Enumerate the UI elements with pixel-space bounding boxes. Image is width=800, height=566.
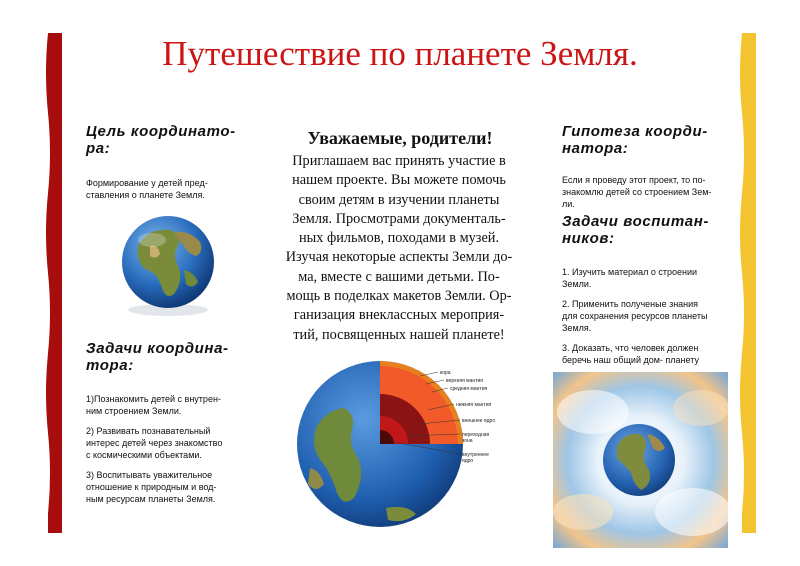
list-item: 3) Воспитывать уважительное отношение к природным и вод- ным ресурсам планеты Земля. — [86, 470, 217, 504]
layer-label: переходная зона — [462, 432, 490, 444]
coordinator-tasks-list — [86, 393, 261, 513]
hypothesis-heading: Гипотеза коорди- натора: — [562, 123, 708, 157]
earth-in-clouds-icon — [553, 372, 728, 548]
list-item: 3. Доказать, что человек должен беречь наш общий дом- планету — [562, 343, 699, 365]
list-item: 1)Познакомить детей с внутрен- ним строением Земли. — [86, 394, 221, 416]
pupils-tasks-heading: Задачи воспитан- ников: — [562, 213, 709, 247]
earth-structure-diagram — [296, 358, 526, 530]
list-item: 2) Развивать познавательный интерес детей через знакомство с космическими объектами. — [86, 426, 223, 460]
pupils-tasks-list — [562, 266, 737, 374]
layer-label: нижняя мантия — [456, 402, 492, 408]
hypothesis-text: Если я проведу этот проект, то по- знакомлю детей со строением Зем- ли. — [562, 175, 712, 209]
page-title: Путешествие по планете Земля. — [162, 34, 638, 73]
right-decorative-bar — [738, 33, 756, 533]
layer-label: средняя мантия — [450, 386, 488, 392]
layer-label: внешнее ядро — [462, 418, 496, 424]
goal-heading: Цель координато- ра: — [86, 123, 236, 157]
layer-label: кора — [440, 370, 451, 376]
list-item: 2. Применить полученые знания для сохранения ресурсов планеты Земля. — [562, 299, 708, 333]
list-item: 1. Изучить материал о строении Земли. — [562, 267, 698, 289]
parents-invitation-text: Приглашаем вас принять участие в нашем проекте. Вы можете помочь своим детям в изучении планеты Земля. Просмотрами документаль- ных фильмов, походами в музей. Изучая некоторые аспекты Земли до- ма, вместе с вашими детьми. По- мощь в поделках макетов Земли. Ор- ганизация внеклассных мероприя- тий, посвященных нашей планете! — [285, 153, 513, 343]
goal-text: Формирование у детей пред- ставления о планете Земля. — [86, 178, 208, 200]
coordinator-tasks-heading: Задачи координа- тора: — [86, 340, 229, 374]
layer-label: верхняя мантия — [446, 378, 483, 384]
layer-label: внутреннее ядро — [462, 452, 489, 464]
left-decorative-bar — [44, 33, 62, 533]
parents-heading: Уважаемые, родители! — [307, 128, 493, 148]
earth-globe-icon — [112, 210, 224, 320]
